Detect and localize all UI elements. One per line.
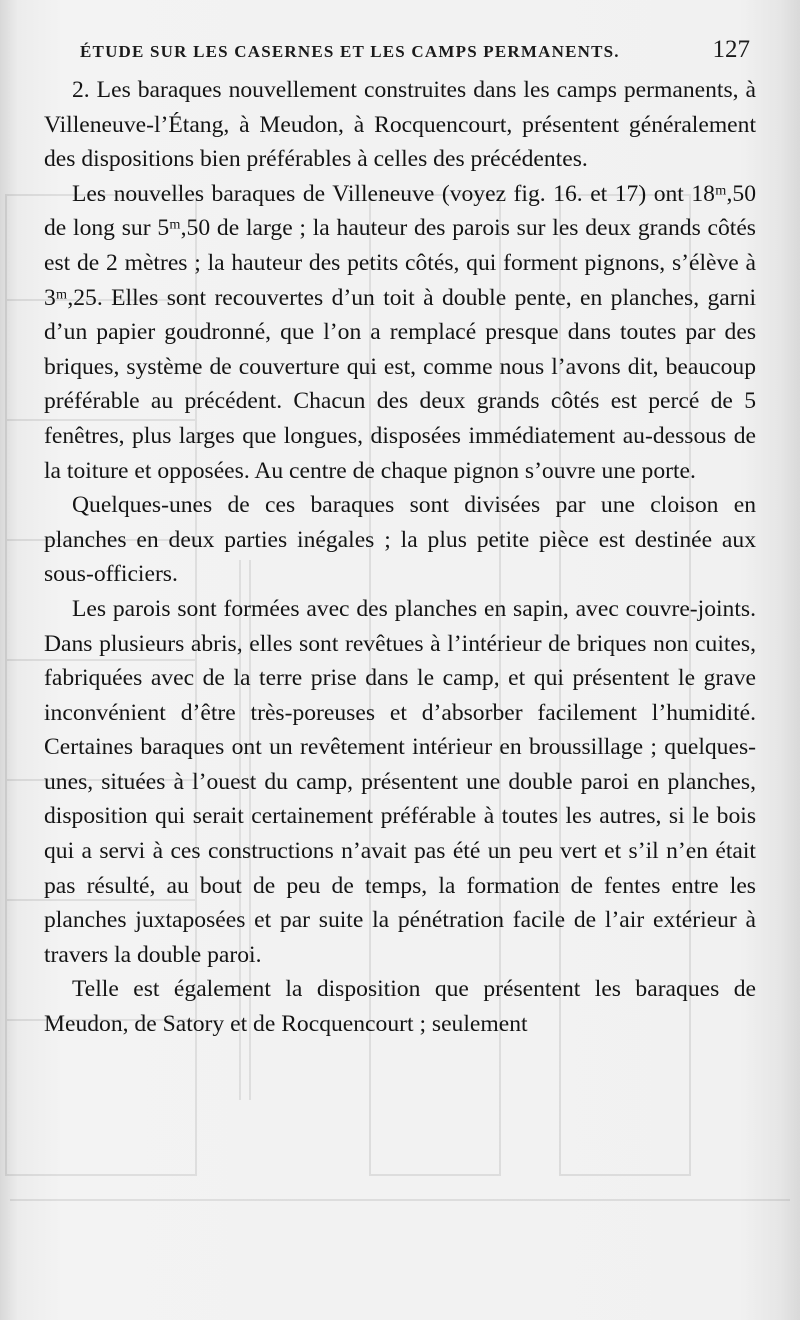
page-number: 127 bbox=[712, 36, 750, 63]
running-title: ÉTUDE SUR LES CASERNES ET LES CAMPS PERMANENTS. bbox=[80, 42, 620, 61]
paragraph-4: Les parois sont formées avec des planches en sapin, avec couvre-joints. Dans plusieurs abris, elles sont revêtues à l’intérieur de briques non cuites, fabriquées avec de la terre prise dans le camp, et qui présentent le grave inconvénient d’être très-poreuses et d’absorber facilement l’humidité. Certaines baraques ont un revêtement intérieur en broussillage ; quelques-unes, situées à l’ouest du camp, présentent une double paroi en planches, disposition qui serait certainement préférable à toutes les autres, si le bois qui a servi à ces constructions n’avait pas été un peu vert et s’il n’en était pas résulté, au bout de peu de temps, la formation de fentes entre les planches juxtaposées et par suite la pénétration facile de l’air extérieur à travers la double paroi. bbox=[44, 595, 756, 968]
paragraph-2: Les nouvelles baraques de Villeneuve (voyez fig. 16. et 17) ont 18ᵐ,50 de long sur 5ᵐ,50 de large ; la hauteur des parois sur les deux grands côtés est de 2 mètres ; la hauteur des petits côtés, qui forment pignons, s’élève à 3ᵐ,25. Elles sont recouvertes d’un toit à double pente, en planches, garni d’un papier goudronné, que l’on a remplacé presque dans toutes par des briques, système de couverture qui est, comme nous l’avons dit, beaucoup préférable au précédent. Chacun des deux grands côtés est percé de 5 fenêtres, plus larges que longues, disposées immédiatement au-dessous de la toiture et opposées. Au centre de chaque pignon s’ouvre une porte. bbox=[44, 180, 756, 484]
running-header bbox=[80, 34, 750, 68]
paragraph-1: 2. Les baraques nouvellement construites dans les camps permanents, à Villeneuve-l’Étang, à Meudon, à Rocquencourt, présentent généralement des dispositions bien préférables à celles des précédentes. bbox=[44, 77, 756, 173]
body-text bbox=[44, 73, 756, 1042]
paragraph-3: Quelques-unes de ces baraques sont divisées par une cloison en planches en deux parties inégales ; la plus petite pièce est destinée aux sous-officiers. bbox=[44, 492, 756, 588]
paragraph-5: Telle est également la disposition que présentent les baraques de Meudon, de Satory et de Rocquencourt ; seulement bbox=[44, 976, 756, 1038]
